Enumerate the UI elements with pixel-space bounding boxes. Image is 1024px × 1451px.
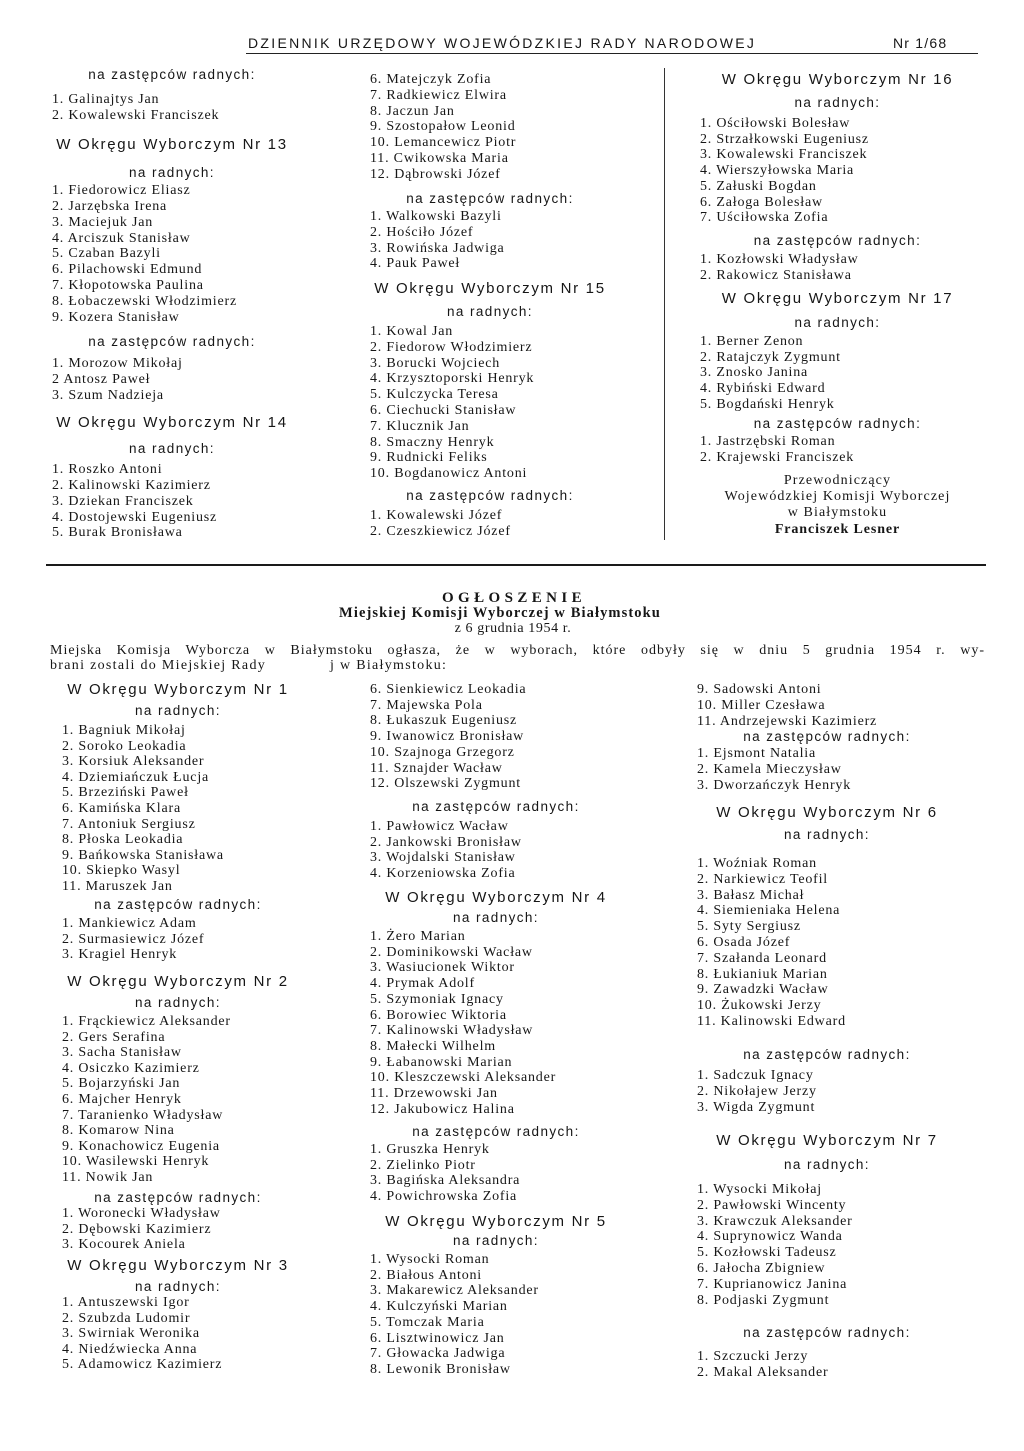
- announcement-text-line2-end: j w Białymstoku:: [330, 658, 448, 673]
- candidate-name: 1. Woronecki Władysław: [62, 1206, 221, 1221]
- candidate-name: 2. Soroko Leokadia: [62, 738, 187, 754]
- candidate-name: 9. Rudnicki Feliks: [370, 450, 488, 466]
- announcement-text-line1: Miejska Komisja Wyborcza w Białymstoku ogłasza, że w wyborach, które odbyły się w dniu 5 grudnia 1954 r. wy-: [50, 643, 985, 658]
- candidate-name: 11. Cwikowska Maria: [370, 151, 509, 166]
- candidate-name: 5. Adamowicz Kazimierz: [62, 1357, 223, 1373]
- district-heading: W Okręgu Wyborczym Nr 5: [385, 1213, 607, 1230]
- candidate-name: 9. Szostopałow Leonid: [370, 119, 516, 135]
- section-label: na radnych:: [129, 441, 215, 456]
- candidate-name: 3. Borucki Wojciech: [370, 355, 501, 371]
- column-rule: [664, 68, 665, 540]
- section-label: na radnych:: [129, 165, 215, 180]
- candidate-name: 4. Niedźwiecka Anna: [62, 1341, 198, 1357]
- candidate-name: 9. Sadowski Antoni: [697, 682, 822, 697]
- district-heading: W Okręgu Wyborczym Nr 17: [721, 290, 954, 307]
- candidate-name: 9. Bańkowska Stanisława: [62, 847, 224, 863]
- candidate-name: 1. Fiedorowicz Eliasz: [52, 183, 191, 198]
- candidate-name: 2 Antosz Paweł: [52, 371, 151, 387]
- candidate-name: 4. Suprynowicz Wanda: [697, 1229, 843, 1245]
- candidate-name: 7. Radkiewicz Elwira: [370, 87, 507, 103]
- candidate-name: 8. Płoska Leokadia: [62, 832, 184, 848]
- section-label: na radnych:: [453, 910, 539, 925]
- candidate-name: 2. Nikołajew Jerzy: [697, 1083, 817, 1099]
- candidate-name: 5. Bogdański Henryk: [700, 396, 835, 412]
- section-label: na radnych:: [784, 827, 870, 842]
- section-label: na radnych:: [135, 995, 221, 1010]
- journal-title: DZIENNIK URZĘDOWY WOJEWÓDZKIEJ RADY NARODOWEJ: [248, 35, 757, 51]
- candidate-name: 2. Białous Antoni: [370, 1267, 482, 1283]
- section-label: na radnych:: [453, 1233, 539, 1248]
- candidate-name: 2. Jarzębska Irena: [52, 198, 168, 214]
- candidate-name: 1. Woźniak Roman: [697, 856, 817, 871]
- candidate-name: 3. Wasiucionek Wiktor: [370, 960, 515, 976]
- candidate-name: 2. Gers Serafina: [62, 1029, 166, 1045]
- candidate-name: 2. Narkiewicz Teofil: [697, 871, 828, 887]
- candidate-name: 2. Surmasiewicz Józef: [62, 931, 205, 947]
- candidate-name: 6. Jałocha Zbigniew: [697, 1261, 826, 1276]
- candidate-name: 1. Walkowski Bazyli: [370, 209, 502, 224]
- district-heading: W Okręgu Wyborczym Nr 14: [56, 414, 288, 431]
- district-heading: W Okręgu Wyborczym Nr 4: [385, 889, 607, 906]
- candidate-name: 5. Bojarzyński Jan: [62, 1076, 181, 1092]
- section-label: na radnych:: [135, 703, 221, 718]
- candidate-name: 1. Mankiewicz Adam: [62, 916, 197, 931]
- candidate-name: 2. Pawłowski Wincenty: [697, 1197, 847, 1213]
- candidate-name: 3. Kowalewski Franciszek: [700, 147, 868, 163]
- candidate-name: 4. Rybiński Edward: [700, 381, 826, 397]
- candidate-name: 4. Kulczyński Marian: [370, 1299, 508, 1315]
- section-label: na zastępców radnych:: [88, 334, 256, 349]
- candidate-name: 3. Znosko Janina: [700, 365, 809, 381]
- candidate-name: 8. Łobaczewski Włodzimierz: [52, 293, 237, 309]
- candidate-name: 1. Kowal Jan: [370, 324, 454, 339]
- candidate-name: 3. Dworzańczyk Henryk: [697, 777, 852, 793]
- candidate-name: 1. Pawłowicz Wacław: [370, 819, 509, 834]
- candidate-name: 3. Wojdalski Stanisław: [370, 850, 516, 866]
- candidate-name: 6. Osada Józef: [697, 935, 791, 950]
- candidate-name: 2. Strzałkowski Eugeniusz: [700, 131, 869, 147]
- district-heading: W Okręgu Wyborczym Nr 3: [67, 1257, 289, 1274]
- candidate-name: 6. Pilachowski Edmund: [52, 262, 203, 278]
- candidate-name: 2. Kamela Mieczysław: [697, 761, 842, 777]
- candidate-name: 3. Korsiuk Aleksander: [62, 754, 205, 770]
- candidate-name: 8. Lewonik Bronisław: [370, 1361, 511, 1377]
- candidate-name: 6. Borowiec Wiktoria: [370, 1007, 507, 1023]
- candidate-name: 2. Ratajczyk Zygmunt: [700, 349, 841, 365]
- section-label: na radnych:: [784, 1157, 870, 1172]
- district-heading: W Okręgu Wyborczym Nr 1: [67, 681, 289, 698]
- candidate-name: 5. Tomczak Maria: [370, 1314, 485, 1330]
- candidate-name: 5. Kulczycka Teresa: [370, 387, 499, 403]
- candidate-name: 4. Arciszuk Stanisław: [52, 230, 191, 246]
- candidate-name: 7. Taranienko Władysław: [62, 1107, 224, 1123]
- candidate-name: 11. Drzewowski Jan: [370, 1086, 498, 1101]
- candidate-name: 6. Ciechucki Stanisław: [370, 403, 517, 418]
- candidate-name: 11. Nowik Jan: [62, 1170, 154, 1185]
- section-label: na zastępców radnych:: [88, 67, 256, 82]
- candidate-name: 7. Antoniuk Sergiusz: [62, 816, 196, 832]
- candidate-name: 10. Kleszczewski Aleksander: [370, 1070, 557, 1086]
- candidate-name: 1. Jastrzębski Roman: [700, 434, 836, 449]
- candidate-name: 5. Brzeziński Paweł: [62, 785, 189, 801]
- candidate-name: 5. Burak Bronisława: [52, 525, 183, 541]
- candidate-name: 1. Berner Zenon: [700, 334, 804, 349]
- district-heading: W Okręgu Wyborczym Nr 15: [374, 280, 606, 297]
- candidate-name: 2. Kowalewski Franciszek: [52, 107, 220, 123]
- district-heading: W Okręgu Wyborczym Nr 13: [56, 136, 288, 153]
- candidate-name: 2. Jankowski Bronisław: [370, 834, 522, 850]
- candidate-name: 1. Kozłowski Władysław: [700, 252, 859, 267]
- candidate-name: 4. Dostojewski Eugeniusz: [52, 509, 218, 525]
- section-label: na zastępców radnych:: [94, 897, 262, 912]
- candidate-name: 1. Gruszka Henryk: [370, 1142, 490, 1157]
- candidate-name: 5. Syty Sergiusz: [697, 919, 801, 935]
- candidate-name: 5. Załuski Bogdan: [700, 178, 817, 194]
- candidate-name: 1. Bagniuk Mikołaj: [62, 723, 186, 738]
- section-label: na zastępców radnych:: [753, 416, 922, 431]
- candidate-name: 3. Wigda Zygmunt: [697, 1099, 816, 1115]
- candidate-name: 9. Łabanowski Marian: [370, 1054, 513, 1070]
- announcement-issuer: Miejskiej Komisji Wyborczej w Białymstoku: [339, 605, 661, 621]
- candidate-name: 11. Maruszek Jan: [62, 879, 173, 894]
- candidate-name: 11. Andrzejewski Kazimierz: [697, 713, 878, 729]
- candidate-name: 8. Podjaski Zygmunt: [697, 1292, 830, 1308]
- candidate-name: 3. Maciejuk Jan: [52, 214, 154, 230]
- candidate-name: 9. Kozera Stanisław: [52, 309, 180, 325]
- candidate-name: 4. Osiczko Kazimierz: [62, 1060, 200, 1076]
- candidate-name: 4. Powichrowska Zofia: [370, 1189, 518, 1205]
- candidate-name: 8. Smaczny Henryk: [370, 434, 495, 450]
- candidate-name: 2. Krajewski Franciszek: [700, 449, 855, 465]
- candidate-name: 2. Dębowski Kazimierz: [62, 1221, 212, 1237]
- candidate-name: 4. Pauk Paweł: [370, 256, 461, 272]
- header-rule: [246, 53, 978, 54]
- section-label: na zastępców radnych:: [753, 233, 922, 248]
- candidate-name: 3. Dziekan Franciszek: [52, 493, 194, 509]
- district-heading: W Okręgu Wyborczym Nr 16: [721, 71, 954, 88]
- candidate-name: 8. Komarow Nina: [62, 1123, 175, 1139]
- candidate-name: 9. Zawadzki Wacław: [697, 982, 829, 998]
- candidate-name: 2. Hościło Józef: [370, 224, 474, 240]
- candidate-name: 3. Kragiel Henryk: [62, 947, 178, 963]
- candidate-name: 3. Rowińska Jadwiga: [370, 240, 505, 256]
- candidate-name: 2. Zielinko Piotr: [370, 1157, 476, 1173]
- candidate-name: 7. Majewska Pola: [370, 697, 483, 713]
- section-label: na zastępców radnych:: [743, 1325, 911, 1340]
- candidate-name: 3. Krawczuk Aleksander: [697, 1213, 853, 1229]
- candidate-name: 3. Makarewicz Aleksander: [370, 1283, 539, 1299]
- candidate-name: 4. Dziemiańczuk Łucja: [62, 769, 210, 785]
- candidate-name: 6. Majcher Henryk: [62, 1092, 182, 1107]
- candidate-name: 1. Antuszewski Igor: [62, 1295, 190, 1310]
- candidate-name: 7. Klucznik Jan: [370, 418, 470, 434]
- candidate-name: 12. Dąbrowski Józef: [370, 166, 501, 182]
- candidate-name: 2. Makal Aleksander: [697, 1364, 829, 1380]
- candidate-name: 10. Wasilewski Henryk: [62, 1154, 210, 1170]
- candidate-name: 7. Kuprianowicz Janina: [697, 1276, 848, 1292]
- signature-name: Franciszek Lesner: [774, 522, 901, 537]
- candidate-name: 2. Czeszkiewicz Józef: [370, 523, 511, 539]
- candidate-name: 10. Żukowski Jerzy: [697, 998, 822, 1014]
- section-label: na radnych:: [135, 1279, 221, 1294]
- candidate-name: 10. Szajnoga Grzegorz: [370, 744, 515, 760]
- candidate-name: 6. Matejczyk Zofia: [370, 72, 492, 87]
- candidate-name: 7. Szałanda Leonard: [697, 950, 827, 966]
- candidate-name: 8. Małecki Wilhelm: [370, 1038, 496, 1054]
- candidate-name: 12. Jakubowicz Halina: [370, 1101, 515, 1117]
- candidate-name: 3. Bagińska Aleksandra: [370, 1173, 521, 1189]
- candidate-name: 2. Fiedorow Włodzimierz: [370, 339, 533, 355]
- candidate-name: 2. Kalinowski Kazimierz: [52, 477, 211, 493]
- candidate-name: 1. Roszko Antoni: [52, 462, 163, 477]
- signature-place: w Białymstoku: [787, 505, 888, 520]
- section-divider: [46, 564, 986, 566]
- candidate-name: 7. Głowacka Jadwiga: [370, 1346, 506, 1362]
- candidate-name: 3. Szum Nadzieja: [52, 387, 164, 403]
- candidate-name: 2. Szubzda Ludomir: [62, 1310, 191, 1326]
- candidate-name: 3. Bałasz Michał: [697, 887, 805, 903]
- candidate-name: 5. Szymoniak Ignacy: [370, 991, 504, 1007]
- candidate-name: 6. Załoga Bolesław: [700, 194, 823, 210]
- candidate-name: 7. Kłopotowska Paulina: [52, 278, 204, 294]
- section-label: na zastępców radnych:: [743, 729, 911, 744]
- section-label: na zastępców radnych:: [94, 1190, 262, 1205]
- candidate-name: 5. Kozłowski Tadeusz: [697, 1245, 837, 1261]
- candidate-name: 7. Kalinowski Władysław: [370, 1023, 534, 1039]
- candidate-name: 3. Sacha Stanisław: [62, 1045, 182, 1061]
- candidate-name: 1. Kowalewski Józef: [370, 508, 503, 523]
- candidate-name: 1. Sadczuk Ignacy: [697, 1068, 814, 1083]
- candidate-name: 3. Swirniak Weronika: [62, 1326, 200, 1342]
- section-label: na zastępców radnych:: [412, 799, 580, 814]
- candidate-name: 1. Ejsmont Natalia: [697, 746, 816, 761]
- district-heading: W Okręgu Wyborczym Nr 7: [716, 1132, 938, 1149]
- candidate-name: 4. Krzysztoporski Henryk: [370, 371, 535, 387]
- candidate-name: 1. Ościłowski Bolesław: [700, 116, 851, 131]
- candidate-name: 12. Olszewski Zygmunt: [370, 776, 521, 792]
- candidate-name: 11. Kalinowski Edward: [697, 1014, 846, 1029]
- candidate-name: 11. Sznajder Wacław: [370, 760, 503, 776]
- candidate-name: 2. Rakowicz Stanisława: [700, 267, 852, 283]
- candidate-name: 1. Wysocki Roman: [370, 1252, 490, 1267]
- candidate-name: 8. Łukianiuk Marian: [697, 966, 828, 982]
- district-heading: W Okręgu Wyborczym Nr 6: [716, 804, 938, 821]
- candidate-name: 10. Skiepko Wasyl: [62, 863, 181, 879]
- section-label: na radnych:: [447, 304, 533, 319]
- signature-body: Wojewódzkiej Komisji Wyborczej: [724, 489, 951, 504]
- candidate-name: 7. Uściłowska Zofia: [700, 210, 829, 226]
- signature-role: Przewodniczący: [783, 473, 892, 488]
- candidate-name: 1. Szczucki Jerzy: [697, 1349, 809, 1364]
- candidate-name: 10. Miller Czesława: [697, 697, 826, 713]
- candidate-name: 4. Wierszyłowska Maria: [700, 163, 855, 179]
- candidate-name: 4. Prymak Adolf: [370, 976, 475, 992]
- candidate-name: 1. Frąckiewicz Aleksander: [62, 1014, 231, 1029]
- section-label: na zastępców radnych:: [412, 1124, 580, 1139]
- candidate-name: 6. Sienkiewicz Leokadia: [370, 682, 527, 697]
- announcement-date: z 6 grudnia 1954 r.: [454, 621, 572, 636]
- announcement-text-line2: brani zostali do Miejskiej Rady: [50, 658, 267, 673]
- section-label: na radnych:: [794, 95, 881, 110]
- candidate-name: 1. Wysocki Mikołaj: [697, 1182, 822, 1197]
- candidate-name: 10. Lemancewicz Piotr: [370, 135, 517, 151]
- section-label: na zastępców radnych:: [743, 1047, 911, 1062]
- candidate-name: 1. Galinajtys Jan: [52, 92, 160, 107]
- candidate-name: 6. Kamińska Klara: [62, 801, 181, 816]
- candidate-name: 8. Łukaszuk Eugeniusz: [370, 713, 518, 729]
- announcement-title: OGŁOSZENIE: [441, 590, 587, 606]
- district-heading: W Okręgu Wyborczym Nr 2: [67, 973, 289, 990]
- section-label: na zastępców radnych:: [406, 191, 574, 206]
- candidate-name: 6. Lisztwinowicz Jan: [370, 1330, 505, 1346]
- candidate-name: 9. Iwanowicz Bronisław: [370, 729, 525, 745]
- candidate-name: 4. Siemieniaka Helena: [697, 903, 841, 919]
- candidate-name: 8. Jaczun Jan: [370, 103, 455, 119]
- candidate-name: 1. Żero Marian: [370, 929, 466, 944]
- candidate-name: 1. Morozow Mikołaj: [52, 356, 183, 371]
- section-label: na zastępców radnych:: [406, 488, 574, 503]
- candidate-name: 2. Dominikowski Wacław: [370, 944, 533, 960]
- candidate-name: 10. Bogdanowicz Antoni: [370, 466, 528, 482]
- candidate-name: 3. Kocourek Aniela: [62, 1237, 186, 1253]
- section-label: na radnych:: [794, 315, 881, 330]
- candidate-name: 9. Konachowicz Eugenia: [62, 1138, 220, 1154]
- candidate-name: 5. Czaban Bazyli: [52, 246, 161, 262]
- candidate-name: 4. Korzeniowska Zofia: [370, 866, 516, 882]
- issue-number: Nr 1/68: [893, 35, 948, 51]
